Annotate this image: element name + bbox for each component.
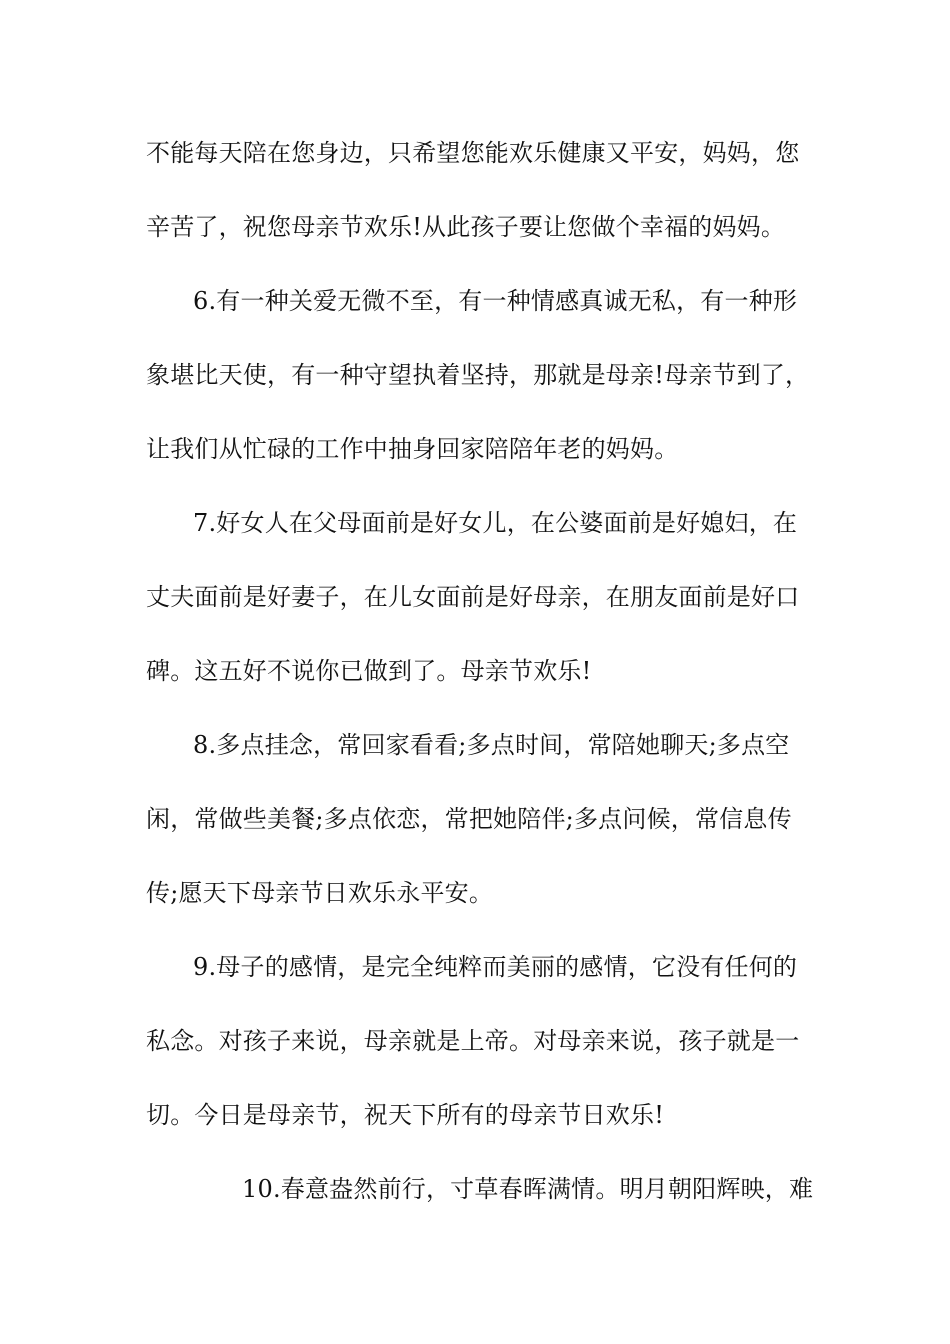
item-9-line: 9.母子的感情，是完全纯粹而美丽的感情，它没有任何的	[193, 953, 798, 981]
text-line: 碑。这五好不说你已做到了。母亲节欢乐!	[146, 657, 592, 685]
item-7-line: 7.好女人在父母面前是好女儿，在公婆面前是好媳妇，在	[193, 509, 798, 537]
text-line: 私念。对孩子来说，母亲就是上帝。对母亲来说，孩子就是一	[146, 1027, 800, 1055]
text-line: 切。今日是母亲节，祝天下所有的母亲节日欢乐!	[146, 1101, 665, 1129]
text-line: 闲，常做些美餐;多点依恋，常把她陪伴;多点问候，常信息传	[146, 805, 792, 833]
text-line: 象堪比天使，有一种守望执着坚持，那就是母亲!母亲节到了，	[146, 361, 810, 389]
text-line: 丈夫面前是好妻子，在儿女面前是好母亲，在朋友面前是好口	[146, 583, 800, 611]
text-line: 不能每天陪在您身边，只希望您能欢乐健康又平安，妈妈，您	[146, 139, 800, 167]
item-8-line: 8.多点挂念，常回家看看;多点时间，常陪她聊天;多点空	[193, 731, 790, 759]
item-6-line: 6.有一种关爱无微不至，有一种情感真诚无私，有一种形	[193, 287, 798, 315]
text-line: 辛苦了，祝您母亲节欢乐!从此孩子要让您做个幸福的妈妈。	[146, 213, 786, 241]
text-line: 传;愿天下母亲节日欢乐永平安。	[146, 879, 494, 907]
item-10-line: 10.春意盎然前行，寸草春晖满情。明月朝阳辉映，难	[242, 1175, 814, 1203]
text-line: 让我们从忙碌的工作中抽身回家陪陪年老的妈妈。	[146, 435, 679, 463]
